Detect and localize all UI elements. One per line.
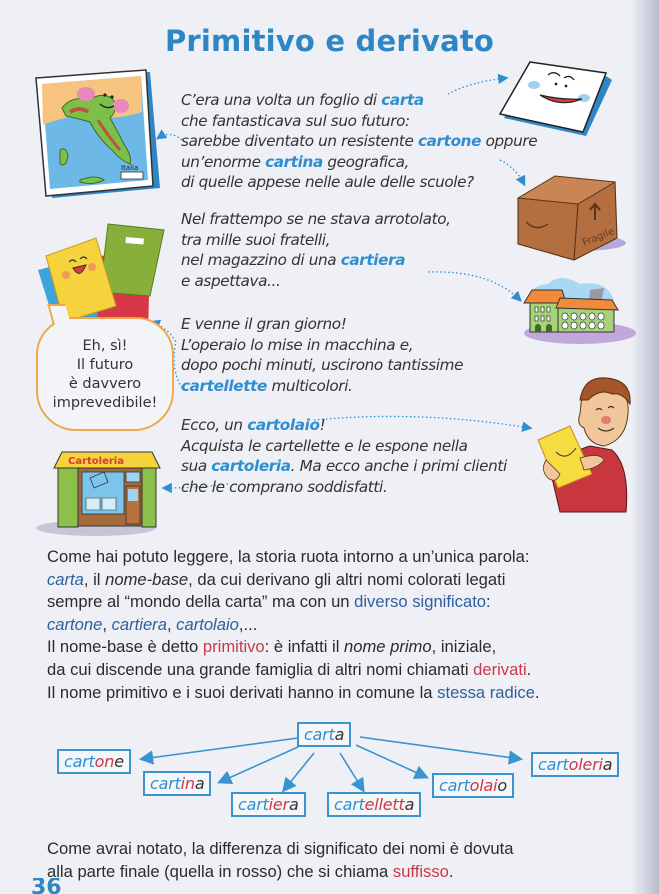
diagram-node-cartelletta: cartelletta bbox=[327, 792, 421, 817]
story-line: cartellette multicolori. bbox=[181, 376, 353, 395]
story-line: C’era una volta un foglio di carta bbox=[181, 91, 424, 109]
story-line: L’operaio lo mise in macchina e, bbox=[181, 335, 414, 354]
paper-mill-illustration bbox=[524, 278, 636, 344]
speech-bubble-text: Eh, sì! Il futuro è davvero imprevedibile! bbox=[52, 338, 158, 411]
story-line: che le comprano soddisfatti. bbox=[181, 477, 388, 496]
keyword-carta: carta bbox=[381, 91, 424, 109]
stationery-shop-illustration bbox=[36, 452, 160, 536]
map-label: Italia bbox=[121, 164, 139, 172]
story-line: Nel frattempo se ne stava arrotolato, bbox=[181, 210, 451, 228]
story-line: Ecco, un cartolaio! bbox=[181, 416, 326, 434]
story-line: e aspettava... bbox=[181, 271, 281, 290]
page-number: 36 bbox=[31, 878, 62, 894]
story-line: un’enorme cartina geografica, bbox=[181, 152, 410, 171]
diagram-node-cartolaio: cartolaio bbox=[432, 773, 514, 798]
stationer-illustration bbox=[538, 378, 630, 512]
keyword-cartina: cartina bbox=[265, 152, 323, 171]
story-paragraph-4 bbox=[181, 415, 507, 497]
term-primitivo: primitivo bbox=[202, 637, 265, 657]
story-line: tra mille suoi fratelli, bbox=[181, 230, 331, 249]
term-carta: carta bbox=[47, 569, 84, 589]
keyword-cartone: cartone bbox=[417, 132, 482, 151]
keyword-cartiera: cartiera bbox=[340, 251, 406, 270]
story-line: nel magazzino di una cartiera bbox=[181, 251, 406, 270]
diagram-node-cartiera: cartiera bbox=[231, 792, 306, 817]
diagram-node-cartina: cartina bbox=[143, 771, 211, 796]
diagram-node-cartoleria: cartoleria bbox=[531, 752, 619, 777]
term-derivati: derivati bbox=[473, 659, 527, 679]
story-paragraph-2 bbox=[181, 209, 451, 291]
page-title: Primitivo e derivato bbox=[164, 24, 495, 58]
story-paragraph-1 bbox=[181, 90, 537, 193]
term-diverso-significato: diverso significato bbox=[354, 592, 487, 612]
term-suffisso: suffisso bbox=[392, 861, 449, 881]
story-line: Acquista le cartellette e le espone nella bbox=[181, 436, 468, 455]
keyword-cartolaio: cartolaio bbox=[247, 416, 320, 434]
story-line: E venne il gran giorno! bbox=[181, 315, 347, 333]
story-line: dopo pochi minuti, uscirono tantissime bbox=[181, 356, 464, 375]
keyword-cartellette: cartellette bbox=[181, 376, 267, 395]
diagram-node-cartone: cartone bbox=[57, 749, 131, 774]
story-line: sarebbe diventato un resistente cartone oppure bbox=[181, 132, 538, 151]
shop-sign-label: Cartoleria bbox=[68, 456, 124, 467]
term-nome-base: nome-base bbox=[105, 569, 189, 589]
story-line: sua cartoleria. Ma ecco anche i primi clienti bbox=[181, 457, 507, 476]
story-line: di quelle appese nelle aule delle scuole? bbox=[181, 173, 474, 192]
explanation-paragraph: Come hai potuto leggere, la storia ruota intorno a un’unica parola: carta, il nome-base, da cui derivano gli altri nomi colorati legati sempre al “mondo della carta” ma con un diverso significato: cartone, cartiera, cartolaio,... Il nome-base è detto primitivo: è infatti il nome primo, iniziale, da cui discende una grande famiglia di altri nomi chiamati derivati. Il nome primitivo e i suoi derivati hanno in comune la stessa radice. bbox=[47, 547, 540, 702]
box-label: Fragile bbox=[581, 226, 617, 249]
diagram-root-carta: carta bbox=[297, 722, 351, 747]
italy-map-illustration bbox=[36, 70, 160, 198]
term-stessa-radice: stessa radice bbox=[437, 682, 535, 702]
keyword-cartoleria: cartoleria bbox=[211, 457, 291, 476]
story-paragraph-3 bbox=[181, 314, 463, 396]
conclusion-paragraph: Come avrai notato, la differenza di significato dei nomi è dovuta alla parte finale (quella in rosso) che si chiama suffisso. bbox=[47, 839, 514, 881]
story-line: che fantasticava sul suo futuro: bbox=[181, 111, 410, 130]
